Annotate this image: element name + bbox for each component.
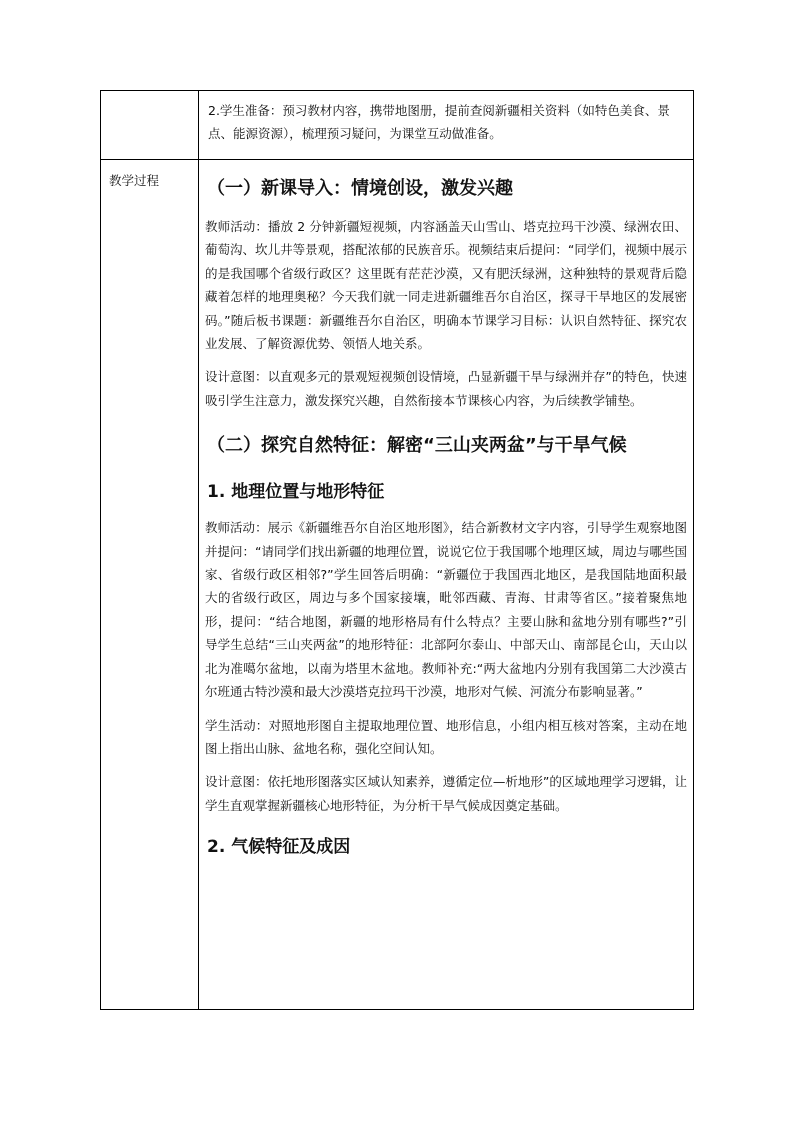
design-intent-paragraph	[205, 770, 687, 817]
column-divider	[198, 91, 199, 1009]
design-intent-text: 依托地形图落实区域认知素养，遵循定位—析地形”的区域地理学习逻辑，让学生直观掌握新疆核心地形特征，为分析干旱气候成因奠定基础。	[205, 774, 687, 813]
design-intent-paragraph	[205, 365, 687, 412]
teacher-activity-text: 播放 2 分钟新疆短视频，内容涵盖天山雪山、塔克拉玛干沙漠、绿洲农田、葡萄沟、坎儿井等景观，搭配浓郁的民族音乐。视频结束后提问：“同学们，视频中展示的是我国哪个省级行政区？这里既有茫茫沙漠，又有肥沃绿洲，这种独特的景观背后隐藏着怎样的地理奥秘？今天我们就一同走进新疆维吾尔自治区，探寻干旱地区的发展密码。”随后板书课题：新疆维吾尔自治区，明确本节课学习目标：认识自然特征、探究农业发展、了解资源优势、领悟人地关系。	[205, 219, 687, 352]
student-activity-label: 学生活动：	[205, 717, 269, 733]
subheading-location-terrain: 1. 地理位置与地形特征	[207, 482, 385, 503]
row-label-teaching-process: 教学过程	[109, 173, 160, 188]
teacher-activity-label: 教师活动：	[205, 520, 268, 536]
design-intent-label: 设计意图：	[205, 774, 268, 790]
teacher-activity-text: 展示《新疆维吾尔自治区地形图》，结合新教材文字内容，引导学生观察地图并提问：“请同学们找出新疆的地理位置，说说它位于我国哪个地理区域，周边与哪些国家、省级行政区相邻?”学生回答后明确：“新疆位于我国西北地区，是我国陆地面积最大的省级行政区，周边与多个国家接壤，毗邻西藏、青海、甘肃等省区。”接着聚焦地形，提问：“结合地图，新疆的地形格局有什么特点？主要山脉和盆地分别有哪些?”引导学生总结“三山夹两盆”的地形特征：北部阿尔泰山、中部天山、南部昆仑山，天山以北为准噶尔盆地，以南为塔里木盆地。教师补充:“两大盆地内分别有我国第二大沙漠古尔班通古特沙漠和最大沙漠塔克拉玛干沙漠，地形对气候、河流分布影响显著。”	[205, 520, 687, 700]
section-heading-intro: （一）新课导入：情境创设，激发兴趣	[207, 178, 513, 199]
lesson-table	[100, 90, 694, 1010]
subheading-climate: 2. 气候特征及成因	[207, 837, 351, 858]
section-heading-natural-features: （二）探究自然特征：解密“三山夹两盆”与干旱气候	[207, 435, 627, 457]
teacher-activity-paragraph	[205, 516, 687, 703]
design-intent-text: 以直观多元的景观短视频创设情境，凸显新疆干旱与绿洲并存”的特色，快速吸引学生注意力，激发探究兴趣，自然衔接本节课核心内容，为后续教学铺垫。	[205, 369, 687, 408]
row-divider	[101, 159, 693, 160]
student-activity-text: 对照地形图自主提取地理位置、地形信息，小组内相互核对答案，主动在地图上指出山脉、盆地名称，强化空间认知。	[205, 717, 687, 756]
student-preparation-text: 2.学生准备：预习教材内容，携带地图册，提前查阅新疆相关资料（如特色美食、景点、能源资源），梳理预习疑问，为课堂互动做准备。	[208, 103, 670, 141]
teacher-activity-label: 教师活动：	[205, 219, 268, 234]
student-activity-paragraph	[205, 714, 687, 761]
teaching-process-content	[205, 177, 687, 871]
teacher-activity-paragraph	[205, 215, 687, 355]
design-intent-label: 设计意图：	[205, 369, 268, 385]
